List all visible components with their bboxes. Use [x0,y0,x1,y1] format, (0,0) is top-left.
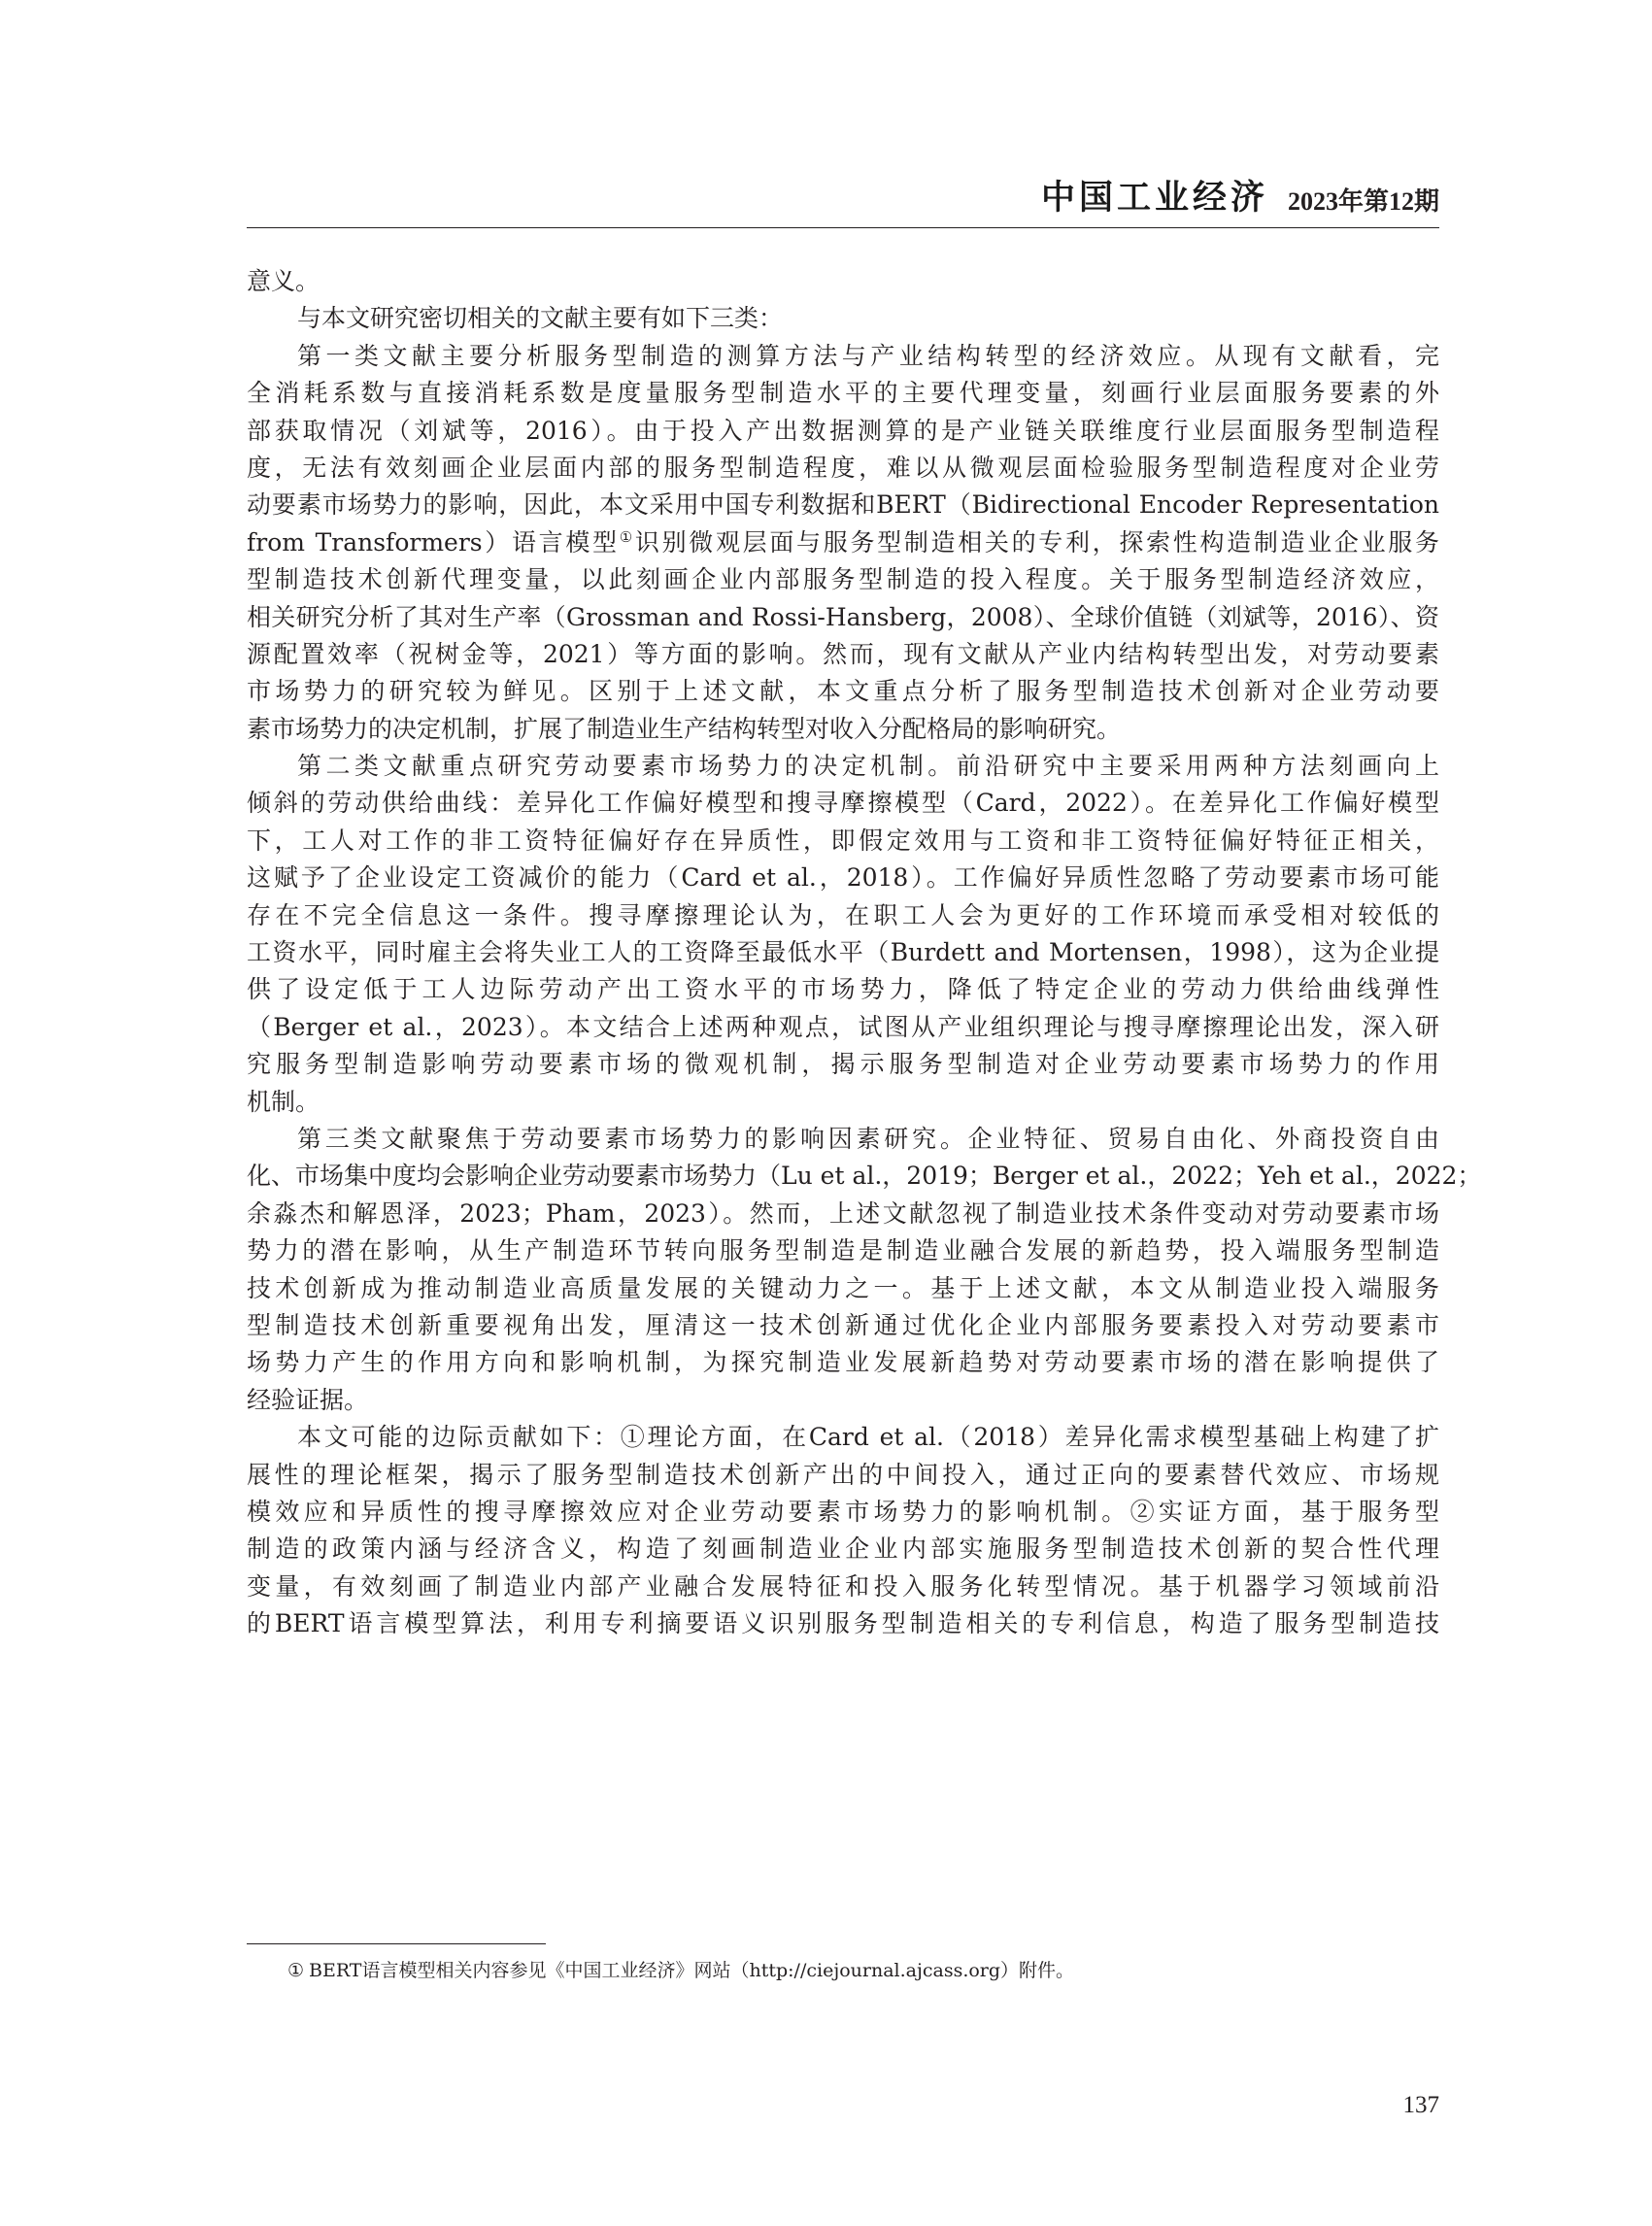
text-line: 工资水平，同时雇主会将失业工人的工资降至最低水平（Burdett and Mortensen，1998），这为企业提 [247,938,1439,967]
text-line: 余淼杰和解恩泽，2023；Pham，2023）。然而，上述文献忽视了制造业技术条件变动对劳动要素市场 [247,1198,1439,1228]
text-line: 度，无法有效刻画企业层面内部的服务型制造程度，难以从微观层面检验服务型制造程度对企业劳 [247,453,1439,482]
text-line: 势力的潜在影响，从生产制造环节转向服务型制造是制造业融合发展的新趋势，投入端服务型制造 [247,1236,1439,1265]
running-header [247,177,1439,227]
text-line: 型制造技术创新重要视角出发，厘清这一技术创新通过优化企业内部服务要素投入对劳动要素市 [247,1310,1439,1339]
text-line: 下，工人对工作的非工资特征偏好存在异质性，即假定效用与工资和非工资特征偏好特征正相关， [247,826,1439,855]
text-line: 第三类文献聚焦于劳动要素市场势力的影响因素研究。企业特征、贸易自由化、外商投资自由 [297,1124,1439,1153]
text-line: 意义。 [247,267,320,295]
text-line: 机制。 [247,1087,320,1116]
text-line: 这赋予了企业设定工资减价的能力（Card et al.，2018）。工作偏好异质性忽略了劳动要素市场可能 [247,863,1439,893]
header-rule [247,227,1439,228]
footnote-text: BERT语言模型相关内容参见《中国工业经济》网站（http://ciejournal.ajcass.org）附件。 [309,1960,1075,1981]
text-line: 本文可能的边际贡献如下：①理论方面，在Card et al.（2018）差异化需求模型基础上构建了扩 [297,1423,1439,1452]
issue-label: 2023年第12期 [1287,187,1439,216]
footnote-marker: ① [287,1960,305,1981]
footnote-rule [247,1943,546,1944]
text-line: 相关研究分析了其对生产率（Grossman and Rossi-Hansberg，2008）、全球价值链（刘斌等，2016）、资 [247,602,1439,631]
text-line: 存在不完全信息这一条件。搜寻摩擦理论认为，在职工人会为更好的工作环境而承受相对较低的 [247,900,1439,929]
article-body [247,263,1482,1642]
text-line: 展性的理论框架，揭示了服务型制造技术创新产出的中间投入，通过正向的要素替代效应、市场规 [247,1460,1439,1489]
text-line: 供了设定低于工人边际劳动产出工资水平的市场势力，降低了特定企业的劳动力供给曲线弹性 [247,975,1439,1004]
text-line: 第一类文献主要分析服务型制造的测算方法与产业结构转型的经济效应。从现有文献看，完 [297,341,1439,370]
text-line: 源配置效率（祝树金等，2021）等方面的影响。然而，现有文献从产业内结构转型出发，对劳动要素 [247,639,1439,668]
text-line: 第二类文献重点研究劳动要素市场势力的决定机制。前沿研究中主要采用两种方法刻画向上 [297,752,1439,781]
text-line: 的BERT语言模型算法，利用专利摘要语义识别服务型制造相关的专利信息，构造了服务型制造技 [247,1609,1439,1638]
text-line: 究服务型制造影响劳动要素市场的微观机制，揭示服务型制造对企业劳动要素市场势力的作用 [247,1050,1439,1079]
footnote [287,1956,1435,1985]
text-span: from Transformers）语言模型 [247,527,620,556]
text-line: 市场势力的研究较为鲜见。区别于上述文献，本文重点分析了服务型制造技术创新对企业劳动要 [247,677,1439,706]
text-line: 模效应和异质性的搜寻摩擦效应对企业劳动要素市场势力的影响机制。②实证方面，基于服务型 [247,1497,1439,1526]
footnote-ref[interactable]: ① [619,527,635,546]
text-span: 识别微观层面与服务型制造相关的专利，探索性构造制造业企业服务 [634,527,1439,556]
page-number: 137 [1402,2092,1439,2118]
text-line: 部获取情况（刘斌等，2016）。由于投入产出数据测算的是产业链关联维度行业层面服务型制造程 [247,416,1439,445]
text-line: 全消耗系数与直接消耗系数是度量服务型制造水平的主要代理变量，刻画行业层面服务要素的外 [247,379,1439,408]
text-line: 动要素市场势力的影响，因此，本文采用中国专利数据和BERT（Bidirectional Encoder Representation [247,490,1439,520]
text-line: 经验证据。 [247,1385,369,1414]
text-line: 型制造技术创新代理变量，以此刻画企业内部服务型制造的投入程度。关于服务型制造经济效应， [247,565,1439,594]
journal-name: 中国工业经济 [1040,178,1268,218]
text-line: 化、市场集中度均会影响企业劳动要素市场势力（Lu et al.，2019；Berger et al.，2022；Yeh et al.，2022； [247,1162,1482,1191]
text-line: 与本文研究密切相关的文献主要有如下三类： [297,304,784,333]
text-line: 素市场势力的决定机制，扩展了制造业生产结构转型对收入分配格局的影响研究。 [247,714,1122,743]
text-line: 技术创新成为推动制造业高质量发展的关键动力之一。基于上述文献，本文从制造业投入端服务 [247,1273,1439,1302]
text-line: 场势力产生的作用方向和影响机制，为探究制造业发展新趋势对劳动要素市场的潜在影响提供了 [247,1348,1439,1377]
text-line: 制造的政策内涵与经济含义，构造了刻画制造业企业内部实施服务型制造技术创新的契合性代理 [247,1535,1439,1564]
text-line: 倾斜的劳动供给曲线：差异化工作偏好模型和搜寻摩擦模型（Card，2022）。在差异化工作偏好模型 [247,789,1439,818]
text-line-with-footnote-ref [247,524,1439,561]
text-line: （Berger et al.，2023）。本文结合上述两种观点，试图从产业组织理论与搜寻摩擦理论出发，深入研 [247,1012,1439,1041]
text-line: 变量，有效刻画了制造业内部产业融合发展特征和投入服务化转型情况。基于机器学习领域前沿 [247,1571,1439,1601]
